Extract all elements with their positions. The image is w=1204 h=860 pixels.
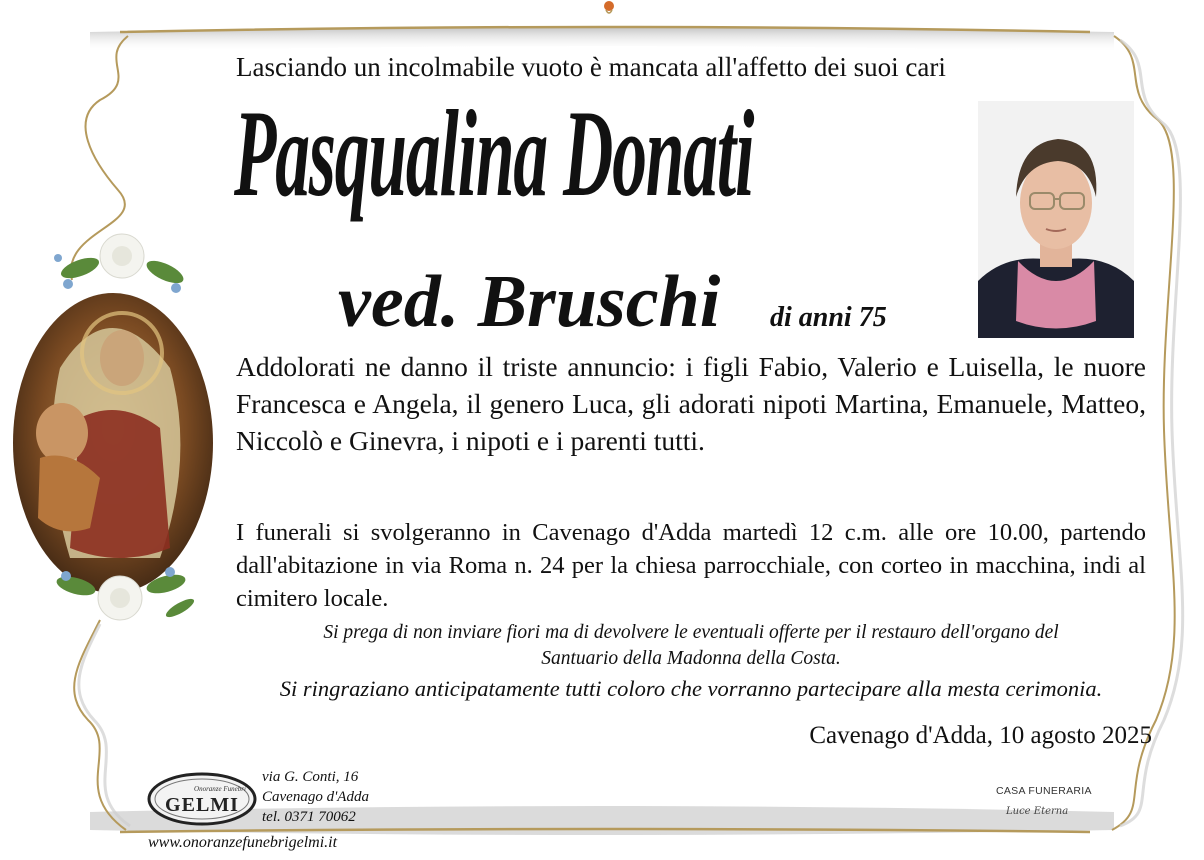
address-city: Cavenago d'Adda [262, 789, 369, 805]
address-phone: tel. 0371 70062 [262, 809, 356, 825]
gelmi-logo-wordmark: GELMI [165, 794, 239, 816]
funeral-details: I funerali si svolgeranno in Cavenago d'Adda martedì 12 c.m. alle ore 10.00, partendo dall'abitazione in via Roma n. 24 per la chiesa parrocchiale, con corteo in macchina, indi al cimitero locale. [236, 519, 1146, 612]
widow-of: ved. Bruschi [338, 261, 721, 343]
deceased-name: Pasqualina Donati [234, 85, 754, 222]
flowers-request-line1: Si prega di non inviare fiori ma di devolvere le eventuali offerte per il restauro dell'organo del [323, 622, 1059, 643]
gelmi-logo-subtitle: Onoranze Funebri [194, 785, 246, 793]
partner-label: CASA FUNERARIA [996, 785, 1092, 797]
flowers-request-line2: Santuario della Madonna della Costa. [541, 648, 841, 669]
address-street: via G. Conti, 16 [262, 769, 359, 785]
funeral-home-address [262, 767, 369, 827]
gelmi-logo [146, 771, 258, 827]
flowers-request [236, 620, 1146, 672]
madonna-and-child-image [10, 228, 216, 638]
funeral-home-website[interactable]: www.onoranzefunebrigelmi.it [148, 834, 338, 851]
announcement-text: Addolorati ne danno il triste annuncio: i figli Fabio, Valerio e Luisella, le nuore Francesca e Angela, il genero Luca, gli adorati nipoti Martina, Emanuele, Matteo, Niccolò e Ginevra, i nipoti e i parenti tutti. [236, 351, 1146, 456]
intro-line: Lasciando un incolmabile vuoto è mancata all'affetto dei suoi cari [236, 52, 946, 82]
deceased-age: di anni 75 [770, 302, 887, 333]
luce-eterna-signature-logo [1004, 802, 1100, 818]
place-and-date: Cavenago d'Adda, 10 agosto 2025 [809, 722, 1152, 749]
thanks-text: Si ringraziano anticipatamente tutti coloro che vorranno partecipare alla mesta cerimonia. [279, 676, 1103, 701]
luce-eterna-signature: Luce Eterna [1006, 806, 1069, 817]
portrait-photo [978, 101, 1134, 338]
